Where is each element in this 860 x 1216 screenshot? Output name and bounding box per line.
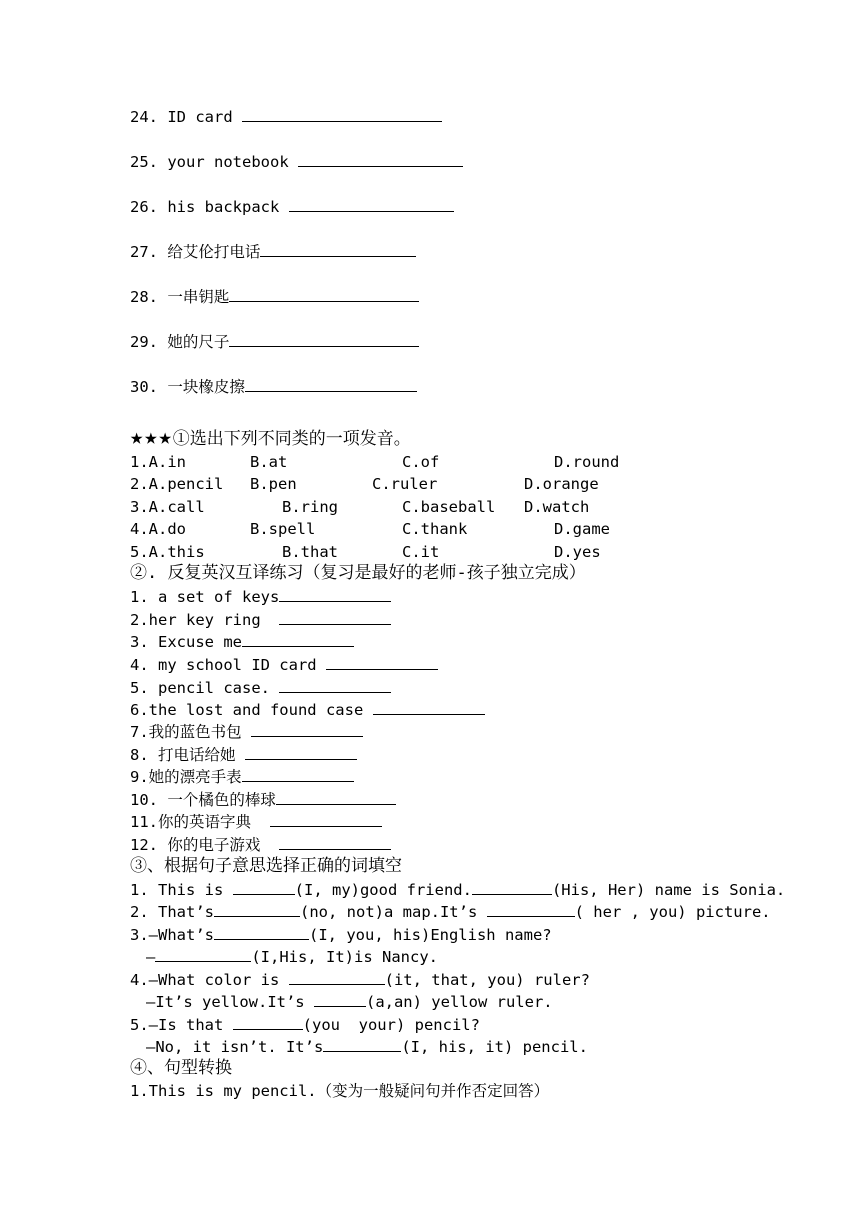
line-text: 5.—Is that <box>130 1016 233 1034</box>
translation-item-2 <box>130 609 391 630</box>
translation-item-7 <box>130 721 363 742</box>
line-text: 2. That’s <box>130 903 214 921</box>
answer-blank[interactable] <box>242 766 354 782</box>
option-a: 3.A.call <box>130 498 205 516</box>
exercise-item-28 <box>130 286 419 307</box>
translation-item-5 <box>130 677 391 698</box>
item-number: 30. <box>130 378 158 396</box>
exercise-item-24 <box>130 106 442 127</box>
exercise-item-30 <box>130 376 417 397</box>
item-text: 3. Excuse me <box>130 633 242 651</box>
option-d: D.yes <box>554 543 601 561</box>
line-text: 1. This is <box>130 881 233 899</box>
answer-blank[interactable] <box>323 1036 401 1052</box>
translation-item-10 <box>130 789 396 810</box>
answer-blank[interactable] <box>373 699 485 715</box>
line-text: (I,His, It)is Nancy. <box>251 948 438 966</box>
answer-blank[interactable] <box>214 901 300 917</box>
item-text: 给艾伦打电话 <box>167 243 261 261</box>
item-number: 27. <box>130 243 158 261</box>
line-text: (a,an) yellow ruler. <box>365 993 553 1011</box>
line-text: (I, his, it) pencil. <box>401 1038 588 1056</box>
line-text: — <box>146 948 156 966</box>
answer-blank[interactable] <box>279 586 391 602</box>
option-c: C.it <box>402 543 440 561</box>
translation-item-3 <box>130 631 354 652</box>
answer-blank[interactable] <box>242 106 442 122</box>
option-c: C.of <box>402 453 440 471</box>
option-a: 4.A.do <box>130 520 186 538</box>
option-c: C.thank <box>402 520 468 538</box>
option-b: B.spell <box>250 520 316 538</box>
answer-blank[interactable] <box>233 879 295 895</box>
answer-blank[interactable] <box>229 286 419 302</box>
fill-line-5-reply <box>146 1036 588 1057</box>
fill-line-4-reply <box>146 991 553 1012</box>
option-b: B.pen <box>250 475 297 493</box>
section-1-heading <box>130 426 411 451</box>
fill-line-5 <box>130 1014 480 1035</box>
exercise-item-29 <box>130 331 419 352</box>
item-text: 8. 打电话给她 <box>130 746 236 764</box>
translation-item-1 <box>130 586 391 607</box>
translation-item-6 <box>130 699 485 720</box>
option-b: B.at <box>250 453 288 471</box>
option-d: D.round <box>554 453 620 471</box>
line-text: 3.—What’s <box>130 926 214 944</box>
translation-item-11 <box>130 811 382 832</box>
item-number: 28. <box>130 288 158 306</box>
fill-line-1 <box>130 879 785 900</box>
translation-item-4 <box>130 654 438 675</box>
item-text: 4. my school ID card <box>130 656 317 674</box>
answer-blank[interactable] <box>214 924 309 940</box>
exercise-item-26 <box>130 196 454 217</box>
answer-blank[interactable] <box>242 631 354 647</box>
option-d: D.orange <box>524 475 599 493</box>
item-text: 9.她的漂亮手表 <box>130 768 242 786</box>
option-c: C.baseball <box>402 498 496 516</box>
answer-blank[interactable] <box>314 991 366 1007</box>
line-text: (I, you, his)English name? <box>309 926 552 944</box>
answer-blank[interactable] <box>289 969 385 985</box>
option-a: 5.A.this <box>130 543 205 561</box>
item-text: 1. a set of keys <box>130 588 280 606</box>
exercise-item-25 <box>130 151 463 172</box>
line-text: —It’s yellow.It’s <box>146 993 314 1011</box>
answer-blank[interactable] <box>260 241 416 257</box>
star-icon: ★★★ <box>130 425 173 450</box>
line-text: (you your) pencil? <box>302 1016 480 1034</box>
answer-blank[interactable] <box>326 654 438 670</box>
line-text: ( her , you) picture. <box>574 903 771 921</box>
answer-blank[interactable] <box>233 1014 303 1030</box>
translation-item-8 <box>130 744 357 765</box>
fill-line-2 <box>130 901 771 922</box>
translation-item-12 <box>130 834 391 855</box>
answer-blank[interactable] <box>298 151 463 167</box>
item-text: 11.你的英语字典 <box>130 813 251 831</box>
item-text: 10. 一个橘色的棒球 <box>130 791 276 809</box>
translation-item-9 <box>130 766 354 787</box>
option-a: 2.A.pencil <box>130 475 224 493</box>
line-text: (His, Her) name is Sonia. <box>551 881 786 899</box>
answer-blank[interactable] <box>279 834 391 850</box>
section-3-heading: ③、根据句子意思选择正确的词填空 <box>130 856 402 876</box>
item-text: his backpack <box>167 198 280 216</box>
line-text: (I, my)good friend. <box>294 881 472 899</box>
item-number: 25. <box>130 153 158 171</box>
item-text: 她的尺子 <box>167 333 230 351</box>
answer-blank[interactable] <box>276 789 396 805</box>
item-text: 一块橡皮擦 <box>167 378 245 396</box>
answer-blank[interactable] <box>487 901 575 917</box>
section-2-heading: ②. 反复英汉互译练习（复习是最好的老师-孩子独立完成） <box>130 563 586 583</box>
section-4-heading: ④、句型转换 <box>130 1058 232 1078</box>
transform-line-1: 1.This is my pencil.（变为一般疑问句并作否定回答） <box>130 1082 550 1100</box>
item-number: 29. <box>130 333 158 351</box>
answer-blank[interactable] <box>279 609 391 625</box>
option-d: D.game <box>554 520 610 538</box>
answer-blank[interactable] <box>245 744 357 760</box>
option-c: C.ruler <box>372 475 438 493</box>
item-text: ID card <box>167 108 233 126</box>
answer-blank[interactable] <box>279 677 391 693</box>
line-text: (it, that, you) ruler? <box>384 971 590 989</box>
option-b: B.ring <box>282 498 338 516</box>
answer-blank[interactable] <box>289 196 454 212</box>
fill-line-3-reply <box>146 946 438 967</box>
item-text: 12. 你的电子游戏 <box>130 836 261 854</box>
exercise-item-27 <box>130 241 416 262</box>
item-number: 24. <box>130 108 158 126</box>
fill-line-3 <box>130 924 552 945</box>
item-text: 7.我的蓝色书包 <box>130 723 242 741</box>
answer-blank[interactable] <box>155 946 251 962</box>
answer-blank[interactable] <box>472 879 552 895</box>
item-text: 6.the lost and found case <box>130 701 364 719</box>
item-text: 一串钥匙 <box>167 288 230 306</box>
answer-blank[interactable] <box>270 811 382 827</box>
option-d: D.watch <box>524 498 590 516</box>
option-a: 1.A.in <box>130 453 186 471</box>
answer-blank[interactable] <box>245 376 417 392</box>
answer-blank[interactable] <box>229 331 419 347</box>
section-title: ①选出下列不同类的一项发音。 <box>172 429 411 449</box>
line-text: —No, it isn’t. It’s <box>146 1038 324 1056</box>
answer-blank[interactable] <box>251 721 363 737</box>
option-b: B.that <box>282 543 338 561</box>
line-text: (no, not)a map.It’s <box>300 903 487 921</box>
item-text: 5. pencil case. <box>130 679 270 697</box>
item-number: 26. <box>130 198 158 216</box>
fill-line-4 <box>130 969 590 990</box>
item-text: 2.her key ring <box>130 611 261 629</box>
item-text: your notebook <box>167 153 289 171</box>
line-text: 4.—What color is <box>130 971 289 989</box>
